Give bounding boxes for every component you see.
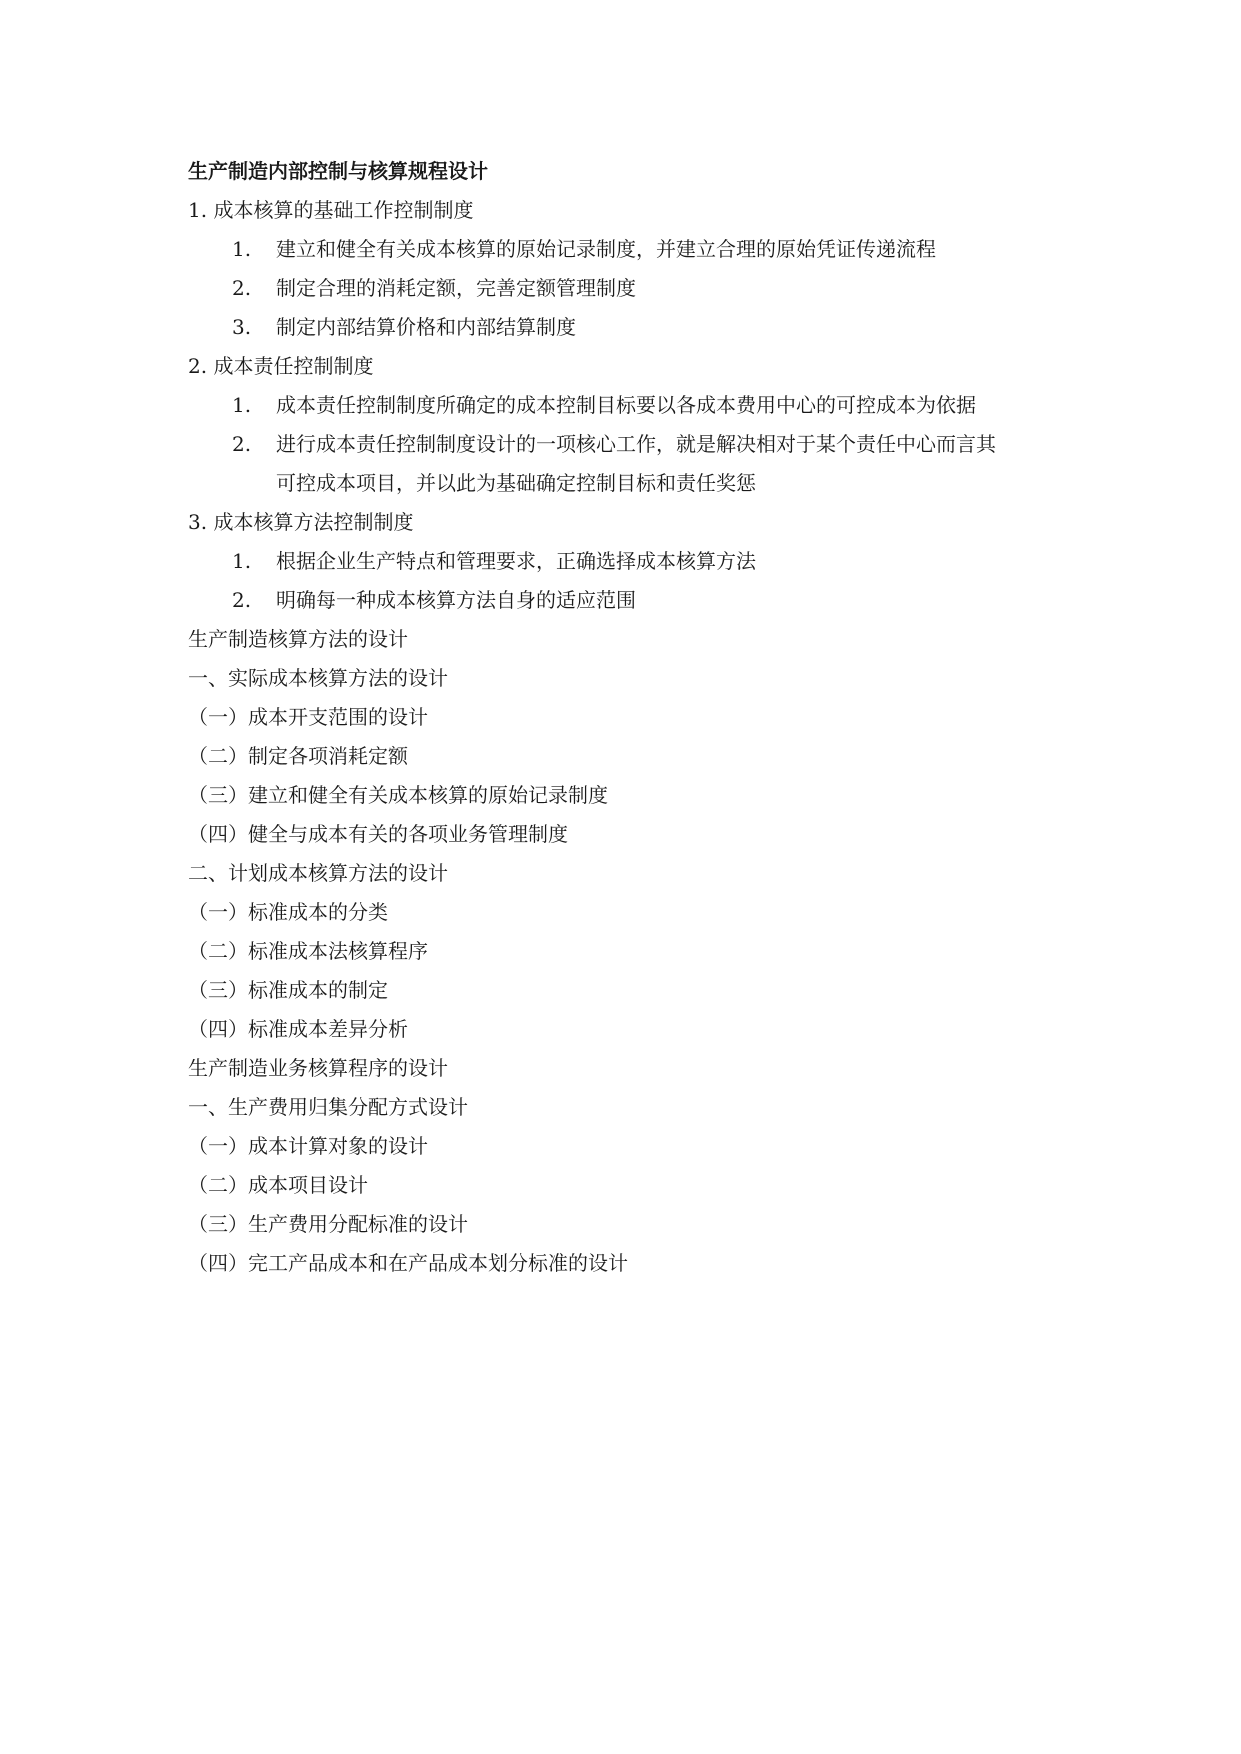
list-number: 2. <box>232 588 252 612</box>
text-line: 二、计划成本核算方法的设计 <box>188 861 448 885</box>
text-line: 一、实际成本核算方法的设计 <box>188 666 448 690</box>
text-line: （一）成本开支范围的设计 <box>188 705 428 729</box>
list-item <box>188 308 1088 347</box>
text-line: 生产制造核算方法的设计 <box>188 627 408 651</box>
list-text: 制定合理的消耗定额，完善定额管理制度 <box>276 276 636 300</box>
list-text: 成本责任控制制度所确定的成本控制目标要以各成本费用中心的可控成本为依据 <box>276 393 976 417</box>
text-line: （四）健全与成本有关的各项业务管理制度 <box>188 822 568 846</box>
text-line: （二）成本项目设计 <box>188 1173 368 1197</box>
list-number: 2. <box>232 432 252 456</box>
text-line: 生产制造业务核算程序的设计 <box>188 1056 448 1080</box>
text-line: （四）完工产品成本和在产品成本划分标准的设计 <box>188 1251 628 1275</box>
text-line: （一）成本计算对象的设计 <box>188 1134 428 1158</box>
list-item <box>188 386 1088 425</box>
list-item <box>188 269 1088 308</box>
section-heading: 2. 成本责任控制制度 <box>188 354 374 378</box>
list-number: 2. <box>232 276 252 300</box>
text-line: （二）制定各项消耗定额 <box>188 744 408 768</box>
list-item <box>188 230 1088 269</box>
list-item <box>188 581 1088 620</box>
text-line: （三）标准成本的制定 <box>188 978 388 1002</box>
list-number: 1. <box>232 393 252 417</box>
list-text: 进行成本责任控制制度设计的一项核心工作，就是解决相对于某个责任中心而言其 <box>276 432 996 456</box>
list-number: 1. <box>232 237 252 261</box>
text-line: （二）标准成本法核算程序 <box>188 939 428 963</box>
section-heading: 3. 成本核算方法控制制度 <box>188 510 414 534</box>
text-line: （三）建立和健全有关成本核算的原始记录制度 <box>188 783 608 807</box>
list-text-continuation: 可控成本项目，并以此为基础确定控制目标和责任奖惩 <box>276 471 756 495</box>
list-item <box>188 425 1088 464</box>
text-line: 一、生产费用归集分配方式设计 <box>188 1095 468 1119</box>
list-number: 1. <box>232 549 252 573</box>
document-title: 生产制造内部控制与核算规程设计 <box>188 159 488 183</box>
list-text: 根据企业生产特点和管理要求，正确选择成本核算方法 <box>276 549 756 573</box>
text-line: （一）标准成本的分类 <box>188 900 388 924</box>
list-number: 3. <box>232 315 252 339</box>
text-line: （三）生产费用分配标准的设计 <box>188 1212 468 1236</box>
list-text: 明确每一种成本核算方法自身的适应范围 <box>276 588 636 612</box>
text-line: （四）标准成本差异分析 <box>188 1017 408 1041</box>
list-item <box>188 542 1088 581</box>
section-heading: 1. 成本核算的基础工作控制制度 <box>188 198 474 222</box>
document-page <box>188 152 1088 1283</box>
list-text: 建立和健全有关成本核算的原始记录制度，并建立合理的原始凭证传递流程 <box>276 237 936 261</box>
list-text: 制定内部结算价格和内部结算制度 <box>276 315 576 339</box>
